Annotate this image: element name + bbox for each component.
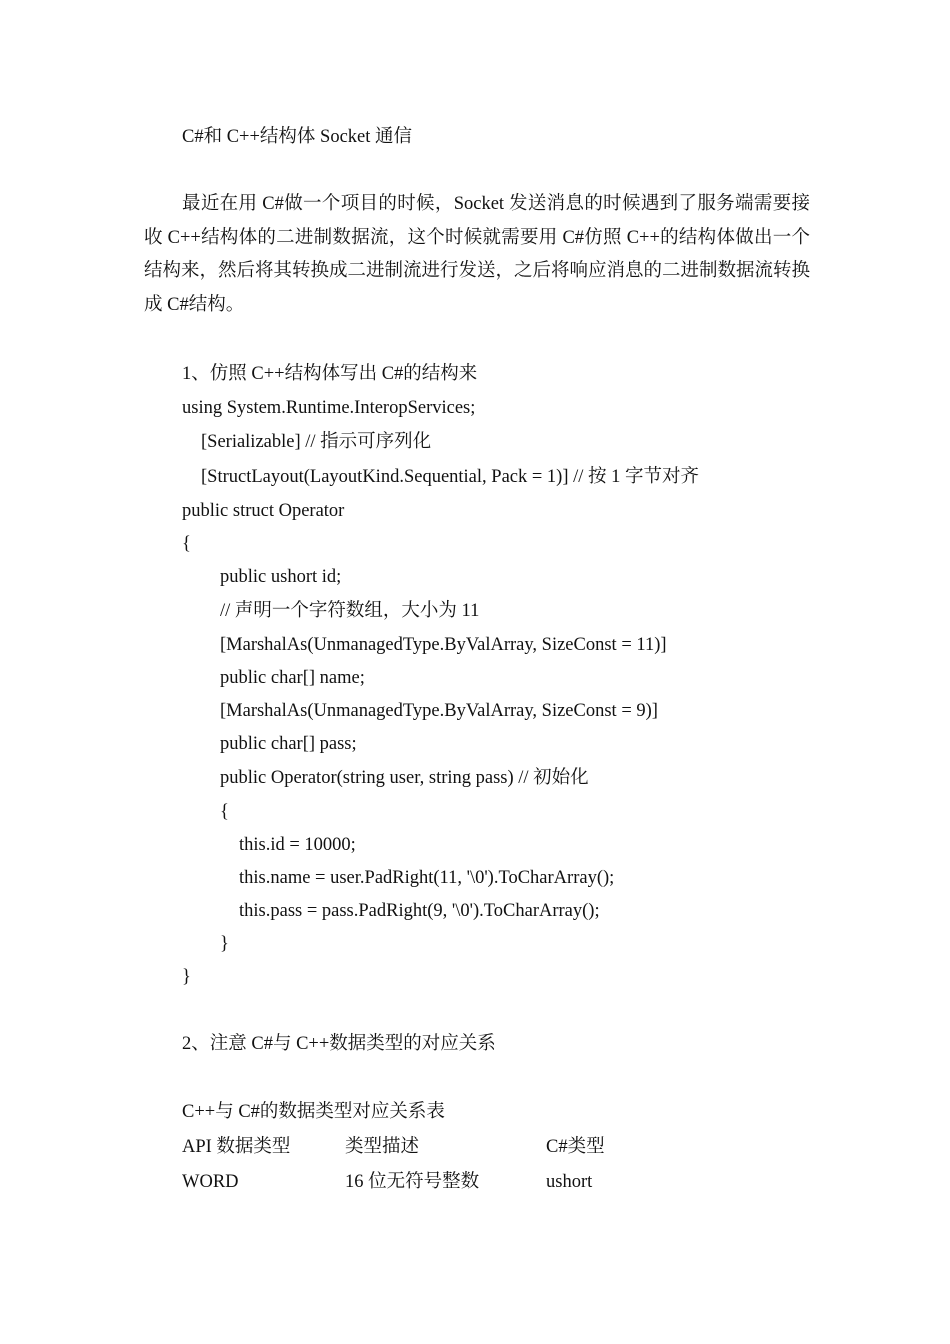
section2-heading: 2、注意 C#与 C++数据类型的对应关系 bbox=[182, 1034, 496, 1054]
code-line: public ushort id; bbox=[220, 567, 342, 587]
document-title: C#和 C++结构体 Socket 通信 bbox=[182, 127, 413, 147]
code-line: [MarshalAs(UnmanagedType.ByValArray, SizeConst = 11)] bbox=[220, 635, 667, 655]
code-line: [Serializable] // 指示可序列化 bbox=[201, 432, 432, 452]
code-line: [MarshalAs(UnmanagedType.ByValArray, SizeConst = 9)] bbox=[220, 701, 658, 721]
table-cell: ushort bbox=[546, 1172, 593, 1192]
code-line: public struct Operator bbox=[182, 501, 345, 521]
table-cell: 16 位无符号整数 bbox=[345, 1172, 480, 1192]
table-header-cell: C#类型 bbox=[546, 1137, 605, 1157]
table-cell: WORD bbox=[182, 1172, 239, 1192]
code-line: this.id = 10000; bbox=[239, 835, 356, 855]
table-title: C++与 C#的数据类型对应关系表 bbox=[182, 1102, 445, 1122]
table-header-cell: 类型描述 bbox=[345, 1137, 420, 1157]
code-line: [StructLayout(LayoutKind.Sequential, Pack = 1)] // 按 1 字节对齐 bbox=[201, 467, 700, 487]
code-line: } bbox=[220, 934, 229, 954]
code-line: } bbox=[182, 967, 191, 987]
code-line: // 声明一个字符数组，大小为 11 bbox=[220, 601, 480, 621]
intro-paragraph: 最近在用 C#做一个项目的时候，Socket 发送消息的时候遇到了服务端需要接收 C++结构体的二进制数据流，这个时候就需要用 C#仿照 C++的结构体做出一个结构来，然后将其转换成二进制流进行发送，之后将响应消息的二进制数据流转换成 C#结构。 bbox=[144, 194, 811, 315]
code-line: public Operator(string user, string pass) // 初始化 bbox=[220, 768, 589, 788]
code-line: this.name = user.PadRight(11, '\0').ToCharArray(); bbox=[239, 868, 615, 888]
section1-heading: 1、仿照 C++结构体写出 C#的结构来 bbox=[182, 364, 478, 384]
code-line: public char[] name; bbox=[220, 668, 365, 688]
code-line: { bbox=[220, 802, 229, 822]
code-line: public char[] pass; bbox=[220, 734, 357, 754]
code-line: { bbox=[182, 534, 191, 554]
code-line: using System.Runtime.InteropServices; bbox=[182, 398, 476, 418]
table-header-cell: API 数据类型 bbox=[182, 1137, 291, 1157]
code-line: this.pass = pass.PadRight(9, '\0').ToCharArray(); bbox=[239, 901, 600, 921]
